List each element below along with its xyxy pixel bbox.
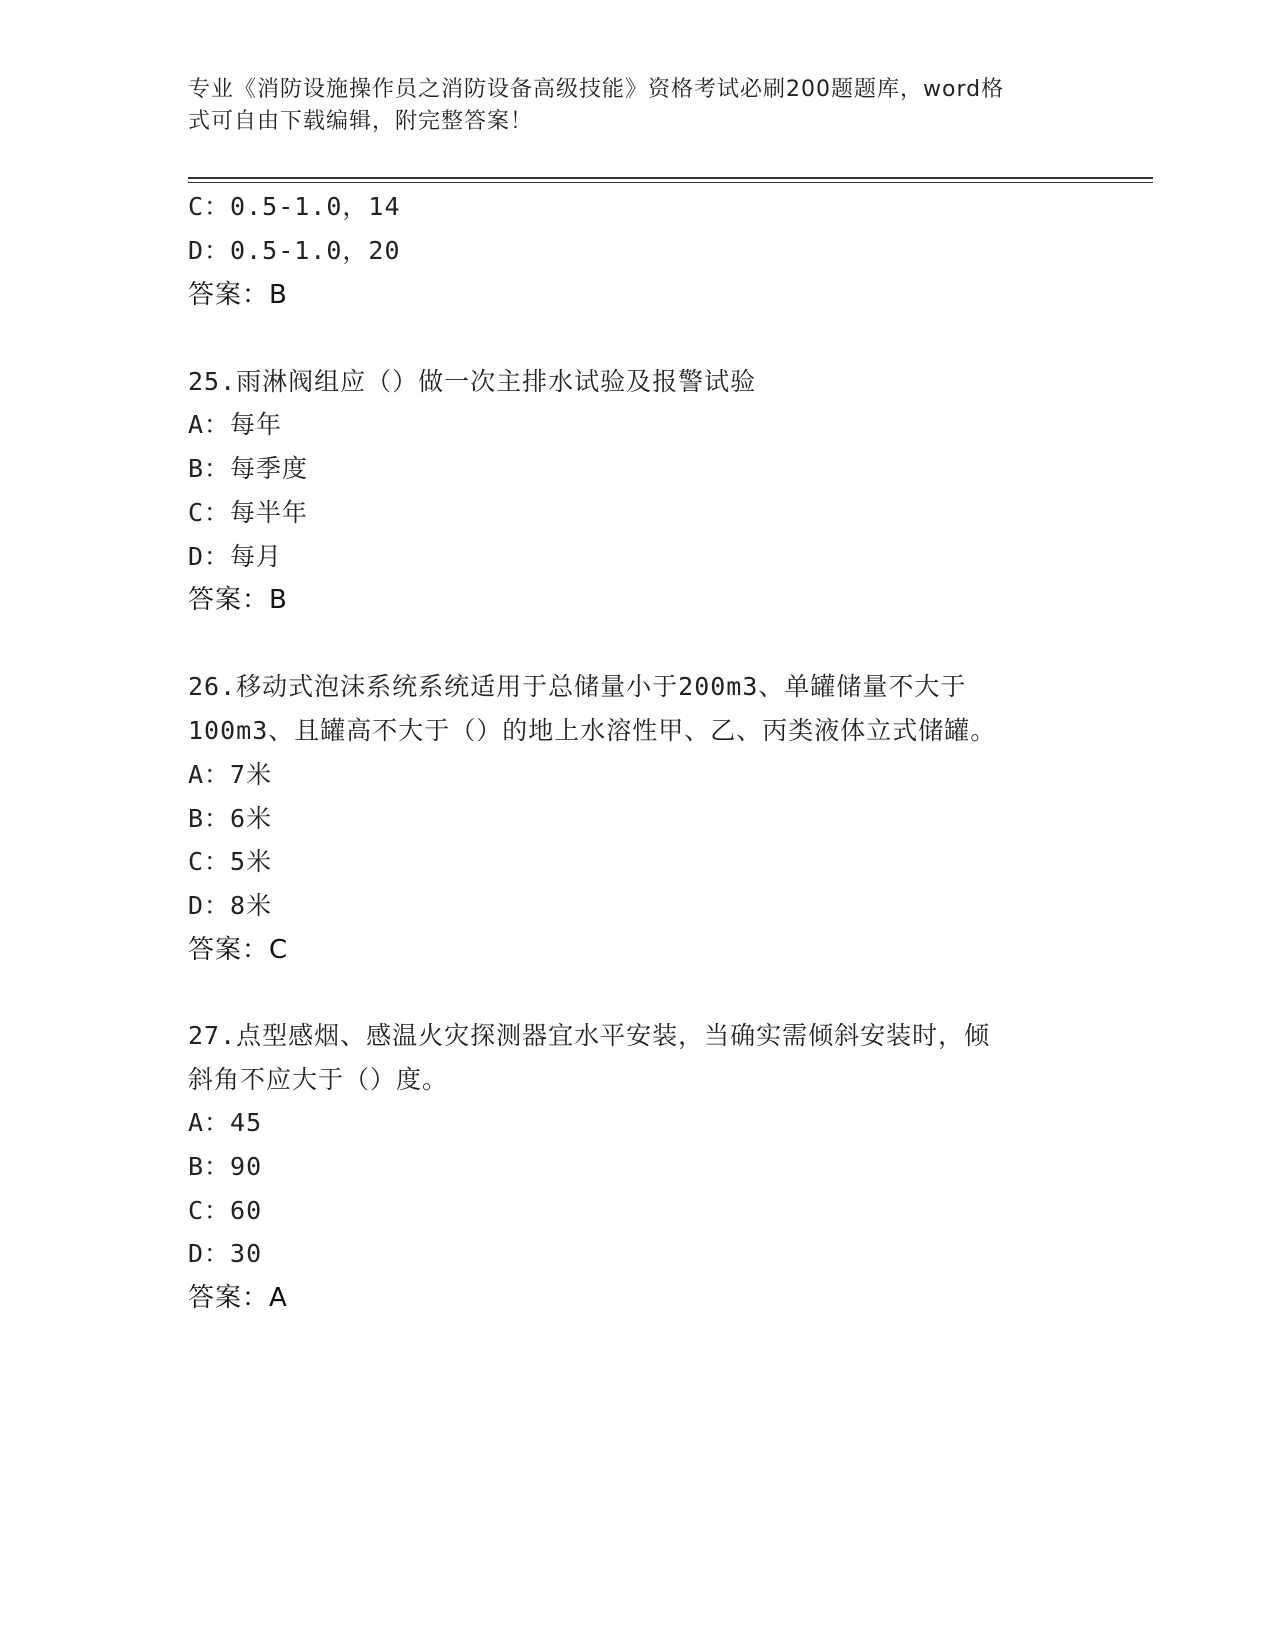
q27-option-c: C：60: [188, 1196, 263, 1225]
q27-question-line-2: 斜角不应大于（）度。: [188, 1065, 449, 1094]
q26-question-line-1: 26.移动式泡沫系统系统适用于总储量小于200m3、单罐储量不大于: [188, 672, 967, 701]
q26-option-b: B：6米: [188, 804, 273, 833]
q25-option-d: D：每月: [188, 542, 283, 571]
q27-question-line-1: 27.点型感烟、感温火灾探测器宜水平安装，当确实需倾斜安装时，倾: [188, 1021, 991, 1050]
q26-option-a: A：7米: [188, 760, 273, 789]
q25-answer: 答案：B: [188, 585, 288, 615]
q26-question-line-2: 100m3、且罐高不大于（）的地上水溶性甲、乙、丙类液体立式储罐。: [188, 716, 997, 745]
q27-option-a: A：45: [188, 1108, 263, 1137]
q25-option-b: B：每季度: [188, 454, 309, 483]
q26-option-d: D：8米: [188, 891, 273, 920]
header-line-2: 式可自由下载编辑，附完整答案！: [188, 109, 534, 134]
q27-option-b: B：90: [188, 1152, 263, 1181]
header-divider-thick: [188, 177, 1153, 179]
q26-answer: 答案：C: [188, 935, 289, 965]
prev-answer: 答案：B: [188, 280, 288, 310]
q27-answer: 答案：A: [188, 1283, 288, 1313]
document-header: [188, 74, 1068, 138]
header-divider-thin: [188, 182, 1153, 183]
q25-question: 25.雨淋阀组应（）做一次主排水试验及报警试验: [188, 367, 757, 396]
q26-option-c: C：5米: [188, 847, 273, 876]
q25-option-a: A：每年: [188, 410, 283, 439]
prev-option-d: D：0.5-1.0，20: [188, 236, 401, 265]
q27-option-d: D：30: [188, 1239, 263, 1268]
prev-option-c: C：0.5-1.0，14: [188, 192, 401, 221]
q25-option-c: C：每半年: [188, 498, 309, 527]
header-line-1: 专业《消防设施操作员之消防设备高级技能》资格考试必刷200题题库，word格: [188, 77, 1005, 102]
